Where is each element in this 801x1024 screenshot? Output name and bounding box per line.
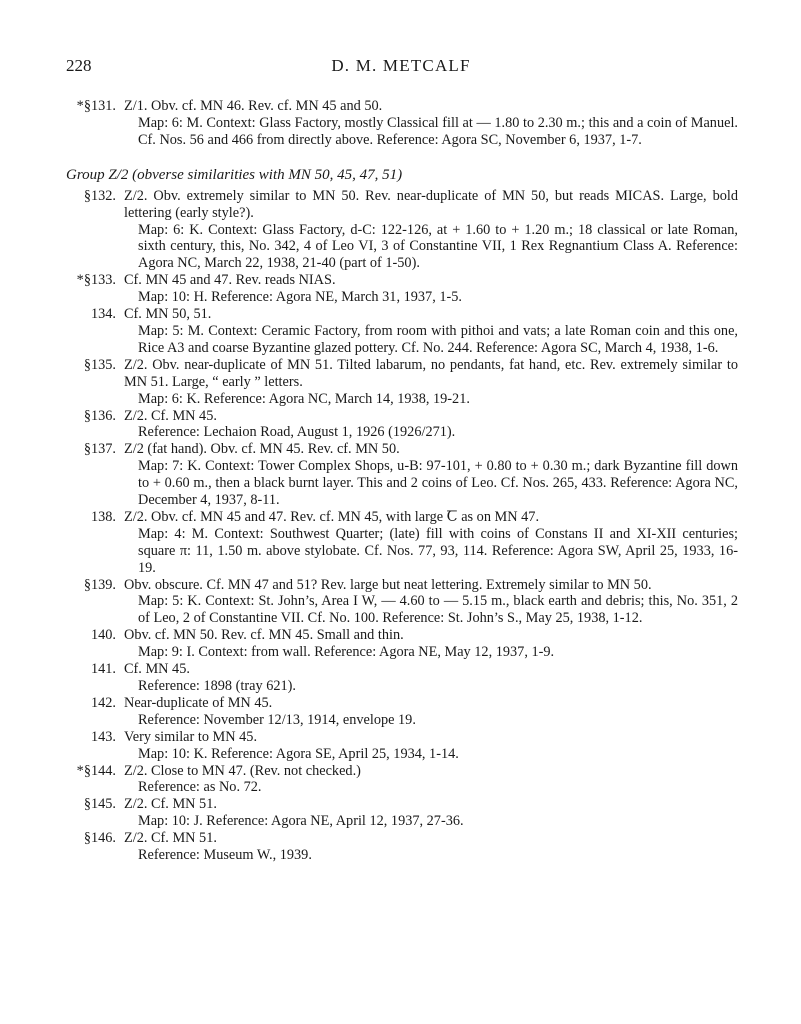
entry-body (124, 188, 738, 273)
catalogue-entry (66, 796, 738, 830)
entry-number: §146. (83, 830, 116, 847)
running-head: D. M. METCALF (331, 56, 471, 75)
entry-description: Z/1. Obv. cf. MN 46. Rev. cf. MN 45 and 50. (124, 98, 383, 114)
entry-description: Z/2. Obv. extremely similar to MN 50. Rev. near-duplicate of MN 50, but reads MICAS. Large, bold lettering (early style?). (124, 187, 738, 221)
entry-reference: Map: 10: H. Reference: Agora NE, March 31, 1937, 1-5. (138, 289, 462, 306)
entry-number: §145. (83, 796, 116, 813)
entry-number: §137. (83, 441, 116, 458)
entry-body (124, 627, 738, 661)
page-number: 228 (66, 56, 92, 75)
entry-number: 140. (90, 627, 116, 644)
entry-body (124, 796, 738, 830)
entry-reference: Reference: as No. 72. (138, 779, 262, 796)
entry-description: Z/2. Obv. cf. MN 45 and 47. Rev. cf. MN 45, with large Ꞇ as on MN 47. (124, 508, 540, 525)
catalogue-entry (66, 188, 738, 273)
entry-body (124, 577, 738, 628)
catalogue-entries (66, 188, 738, 864)
entry-body (124, 98, 738, 149)
entry-number: §135. (83, 356, 116, 373)
entry-reference: Reference: 1898 (tray 621). (138, 678, 296, 694)
entry-description: Very similar to MN 45. (124, 728, 258, 745)
entry-body (124, 763, 738, 797)
entry-number: *§144. (76, 762, 116, 779)
entry-body (124, 661, 738, 695)
catalogue-body (66, 98, 738, 864)
entry-reference: Map: 10: J. Reference: Agora NE, April 12, 1937, 27-36. (138, 813, 464, 830)
entry-reference: Reference: Lechaion Road, August 1, 1926 (1926/271). (138, 424, 456, 441)
entry-body (124, 357, 738, 408)
entry-number: *§131. (76, 98, 116, 114)
entry-number: §136. (83, 407, 116, 424)
entry-body (124, 441, 738, 509)
entry-description: Z/2. Obv. near-duplicate of MN 51. Tilted labarum, no pendants, fat hand, etc. Rev. extremely similar to MN 51. Large, “ early ” letters. (124, 356, 738, 390)
entry-reference: Map: 4: M. Context: Southwest Quarter; (late) fill with coins of Constans II and XI-XII centuries; square π: 11, 1.50 m. above stylobate. Cf. Nos. 77, 93, 114. Reference: Agora SW, April 25, 1933, 16-19. (138, 525, 738, 576)
entry-body (124, 695, 738, 729)
catalogue-entry (66, 695, 738, 729)
catalogue-entry (66, 306, 738, 357)
entry-description: Obv. obscure. Cf. MN 47 and 51? Rev. large but neat lettering. Extremely similar to MN 50. (124, 576, 652, 593)
catalogue-entry (66, 509, 738, 577)
entry-reference: Map: 9: I. Context: from wall. Reference: Agora NE, May 12, 1937, 1-9. (138, 644, 555, 661)
entry-body (124, 306, 738, 357)
entry-description: Near-duplicate of MN 45. (124, 694, 273, 711)
catalogue-entry (66, 98, 738, 149)
entry-description: Z/2. Cf. MN 51. (124, 830, 217, 847)
catalogue-entry (66, 763, 738, 797)
entry-number: 141. (90, 661, 116, 678)
catalogue-entry (66, 729, 738, 763)
entry-description: Z/2 (fat hand). Obv. cf. MN 45. Rev. cf. MN 50. (124, 441, 400, 458)
catalogue-entry (66, 830, 738, 864)
entry-reference: Map: 6: M. Context: Glass Factory, mostly Classical fill at — 1.80 to 2.30 m.; this and a coin of Manuel. Cf. Nos. 56 and 466 from directly above. Reference: Agora SC, November 6, 1937, 1-7. (138, 114, 738, 148)
entry-description: Z/2. Cf. MN 51. (124, 796, 217, 813)
entry-number: §139. (83, 576, 116, 593)
entry-number: 143. (90, 728, 116, 745)
entry-number: §132. (83, 187, 116, 204)
entry-description: Z/2. Cf. MN 45. (124, 407, 217, 424)
catalogue-entry (66, 441, 738, 509)
entry-body (124, 272, 738, 306)
entry-description: Cf. MN 45 and 47. Rev. reads NIAS. (124, 272, 336, 289)
entry-description: Obv. cf. MN 50. Rev. cf. MN 45. Small and thin. (124, 627, 404, 644)
catalogue-entry (66, 661, 738, 695)
catalogue-entry (66, 408, 738, 442)
entry-body (124, 509, 738, 577)
entry-body (124, 830, 738, 864)
entry-reference: Map: 10: K. Reference: Agora SE, April 25, 1934, 1-14. (138, 745, 459, 762)
entry-body (124, 729, 738, 763)
entry-reference: Reference: November 12/13, 1914, envelope 19. (138, 711, 416, 728)
entry-description: Cf. MN 45. (124, 661, 190, 678)
page-header (66, 56, 736, 82)
entry-reference: Map: 5: K. Context: St. John’s, Area I W, — 4.60 to — 5.15 m., black earth and debris; this, No. 351, 2 of Leo, 2 of Constantine VII. Cf. No. 100. Reference: St. John’s S., May 25, 1938, 1-12. (138, 593, 738, 627)
catalogue-entries-pre (66, 98, 738, 149)
entry-description: Z/2. Close to MN 47. (Rev. not checked.) (124, 762, 361, 779)
entry-number: 138. (90, 508, 116, 525)
entry-number: 134. (90, 306, 116, 323)
group-heading: Group Z/2 (obverse similarities with MN 50, 45, 47, 51) (66, 166, 403, 183)
entry-description: Cf. MN 50, 51. (124, 306, 212, 323)
entry-number: 142. (90, 694, 116, 711)
entry-reference: Map: 7: K. Context: Tower Complex Shops, u-B: 97-101, + 0.80 to + 0.30 m.; dark Byzantine fill down to + 0.60 m., then a black burnt layer. This and 2 coins of Leo. Cf. Nos. 265, 433. Reference: Agora NC, December 4, 1937, 8-11. (138, 458, 738, 509)
entry-number: *§133. (76, 272, 116, 289)
catalogue-entry (66, 272, 738, 306)
entry-reference: Map: 6: K. Context: Glass Factory, d-C: 122-126, at + 1.60 to + 1.20 m.; 18 classical or late Roman, sixth century, this, No. 342, 4 of Leo VI, 3 of Constantine VII, 1 Rex Regnantium Class A. Reference: Agora NC, March 22, 1938, 21-40 (part of 1-50). (138, 221, 738, 272)
entry-reference: Map: 5: M. Context: Ceramic Factory, from room with pithoi and vats; a late Roman coin and this one, Rice A3 and coarse Byzantine glazed pottery. Cf. No. 244. Reference: Agora SC, March 4, 1938, 1-6. (138, 322, 738, 356)
catalogue-entry (66, 627, 738, 661)
entry-reference: Reference: Museum W., 1939. (138, 847, 312, 864)
catalogue-entry (66, 577, 738, 628)
entry-reference: Map: 6: K. Reference: Agora NC, March 14, 1938, 19-21. (138, 390, 470, 407)
entry-body (124, 408, 738, 442)
catalogue-entry (66, 357, 738, 408)
